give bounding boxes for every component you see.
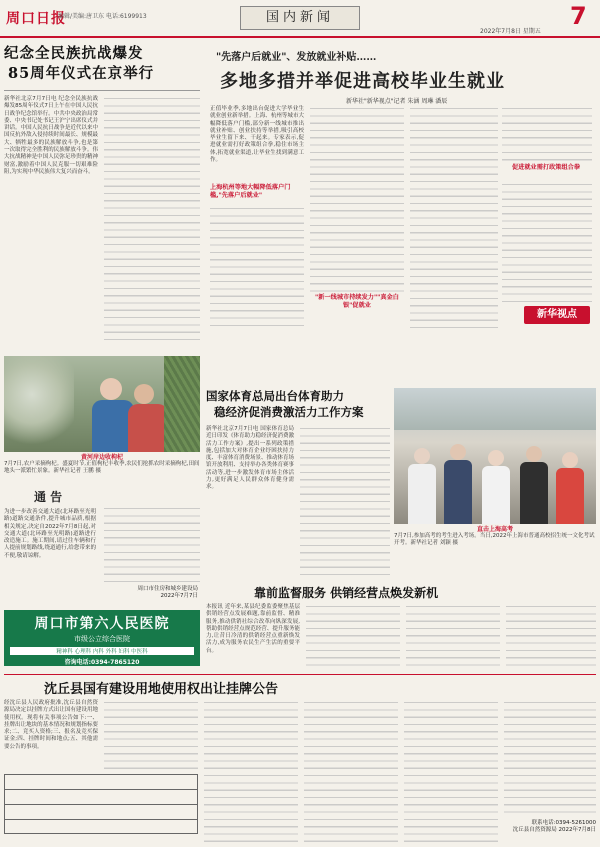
- story-employment-byline: 新华社"新华视点"记者 朱涵 周琳 潘辰: [346, 98, 448, 105]
- photo-shanghai-exam: [394, 388, 596, 524]
- story-land-auction: [4, 678, 596, 844]
- hospital-ad: [4, 610, 200, 666]
- story-employment-sub1: 上海杭州等地大幅降低落户门槛,"先落户后就业": [210, 184, 291, 199]
- hospital-services: 精神科 心理科 内科 外科 妇科 中医科: [10, 647, 194, 655]
- divider: [4, 90, 200, 91]
- story-employment: [206, 44, 596, 334]
- notice-block: [4, 488, 200, 606]
- story-land-auction-body: 经沈丘县人民政府批准,沈丘县自然资源局决定以挂牌方式出让国有建设用地使用权。现将有关事项公告如下:一、挂牌出让地块的基本情况和规划指标要求;二、竞买人资格;三、报名及竞买保证金;四、挂牌时间和地点;五、其他需要公告的事项。: [4, 700, 98, 750]
- photo1-caption: 黄河岸边收枸杞 7月7日,农户采摘枸杞。盛夏时节,正值枸杞丰收季,农民们抢抓农时采摘枸杞,田间地头一派繁忙景象。新华社记者 王鹏 摄: [4, 454, 200, 474]
- story-sports-body: 新华社北京7月7日电 国家体育总局近日印发《体育助力稳经济促消费激活力工作方案》,提出一系列政策措施,包括加大对体育企业纾困扶持力度、丰富体育消费场景、推动体育场馆开放利用、支持举办各类体育赛事活动等,进一步激发体育市场主体活力,更好满足人民群众体育健身需求。: [206, 426, 295, 491]
- story-supply-coop-headline: 靠前监督服务 供销经营点焕发新机: [254, 586, 439, 600]
- land-contact: 联系电话:0394-5261000 沈丘县自然资源局 2022年7月8日: [512, 820, 596, 833]
- section-title: 国内新闻: [240, 6, 360, 30]
- story-supply-coop: [206, 584, 596, 666]
- xinhua-badge: 新华视点: [524, 306, 590, 324]
- story-anniversary: [4, 44, 200, 354]
- story-land-auction-headline: 沈丘县国有建设用地使用权出让挂牌公告: [44, 682, 279, 697]
- story-employment-lead: 正值毕业季,多地出台促进大学毕业生就业创业新举措。上海、杭州等城市大幅降低落户门槛,部分新一线城市推出就业补贴、创业扶持等举措,吸引高校毕业生留下来、干起来。专家表示,促进就业需打好政策组合拳,稳住市场主体,拓宽就业渠道,让毕业生找到满意工作。: [210, 106, 304, 164]
- land-table: [4, 774, 198, 834]
- notice-signature: 周口市住房和城乡建设局 2022年7月7日: [137, 586, 198, 599]
- story-employment-kicker: "先落户后就业"、发放就业补贴……: [216, 52, 377, 63]
- story-anniversary-body: 新华社北京7月7日电 纪念全民族抗战爆发85周年仪式7日上午在中国人民抗日战争纪念馆举行。中共中央政治局常委、中央书记处书记王沪宁出席仪式并讲话。中国人民抗日战争是近代以来中国反抗外敌入侵持续时间最长、规模最大、牺牲最多的民族解放斗争,也是第一次取得完全胜利的民族解放斗争。伟大抗战精神是中国人民弥足珍贵的精神财富,激励着中国人民克服一切艰难险阻,为实现中华民族伟大复兴而奋斗。: [4, 96, 98, 175]
- photo-wolfberry-harvest: [4, 356, 200, 452]
- photo2-caption: 直击上海高考 7月7日,参加高考的考生进入考场。当日,2022年上海市普通高校招生统一文化考试开考。新华社记者 刘颖 摄: [394, 526, 595, 546]
- newspaper-logo: 周口日报: [6, 11, 66, 27]
- hospital-phone: 咨询电话:0394-7865120: [64, 659, 140, 666]
- notice-body-cont: [104, 506, 200, 582]
- hospital-name: 周口市第六人民医院: [34, 616, 170, 632]
- masthead: [0, 0, 600, 38]
- story-supply-coop-body: 本报讯 近年来,某县纪委监委聚焦基层供销经营点发展难题,靠前监督、精准服务,推动供销社综合改革向纵深发展,帮助供销经营点规范经营、提升服务能力,让昔日冷清的供销经营点重新焕发活力,成为服务农民生产生活的重要平台。: [206, 604, 300, 654]
- story-employment-headline: 多地多措并举促进高校毕业生就业: [220, 71, 505, 92]
- hospital-sub: 市级公立综合医院: [74, 635, 130, 643]
- issue-date: 2022年7月8日 星期五: [480, 28, 541, 35]
- story-employment-sub2: "新一线城市持续发力""真金白银"促就业: [315, 294, 399, 309]
- notice-body: 为进一步改善交通大道(北环路至光明路)道路交通条件,提升城市品质,根据相关规定,决定自2022年7月8日起,对交通大道(北环路至光明路)道路进行改造施工。施工期间,请过往车辆和行人提前规划路线,绕道通行,给您带来的不便,敬请谅解。: [4, 509, 96, 559]
- page-number: 7: [570, 2, 587, 30]
- story-anniversary-headline: 纪念全民族抗战爆发 85周年仪式在京举行: [4, 45, 155, 82]
- story-sports: [206, 388, 390, 578]
- editor-meta: 编辑/美编:唐卫东 电话:6199913: [58, 13, 147, 20]
- story-anniversary-body-cont: [104, 96, 200, 346]
- bottom-divider: [4, 674, 596, 675]
- story-sports-headline: 国家体育总局出台体育助力 稳经济促消费激活力工作方案: [206, 389, 364, 419]
- story-employment-sub3: 促进就业需打政策组合拳: [511, 164, 581, 171]
- notice-title: 通 告: [34, 490, 63, 504]
